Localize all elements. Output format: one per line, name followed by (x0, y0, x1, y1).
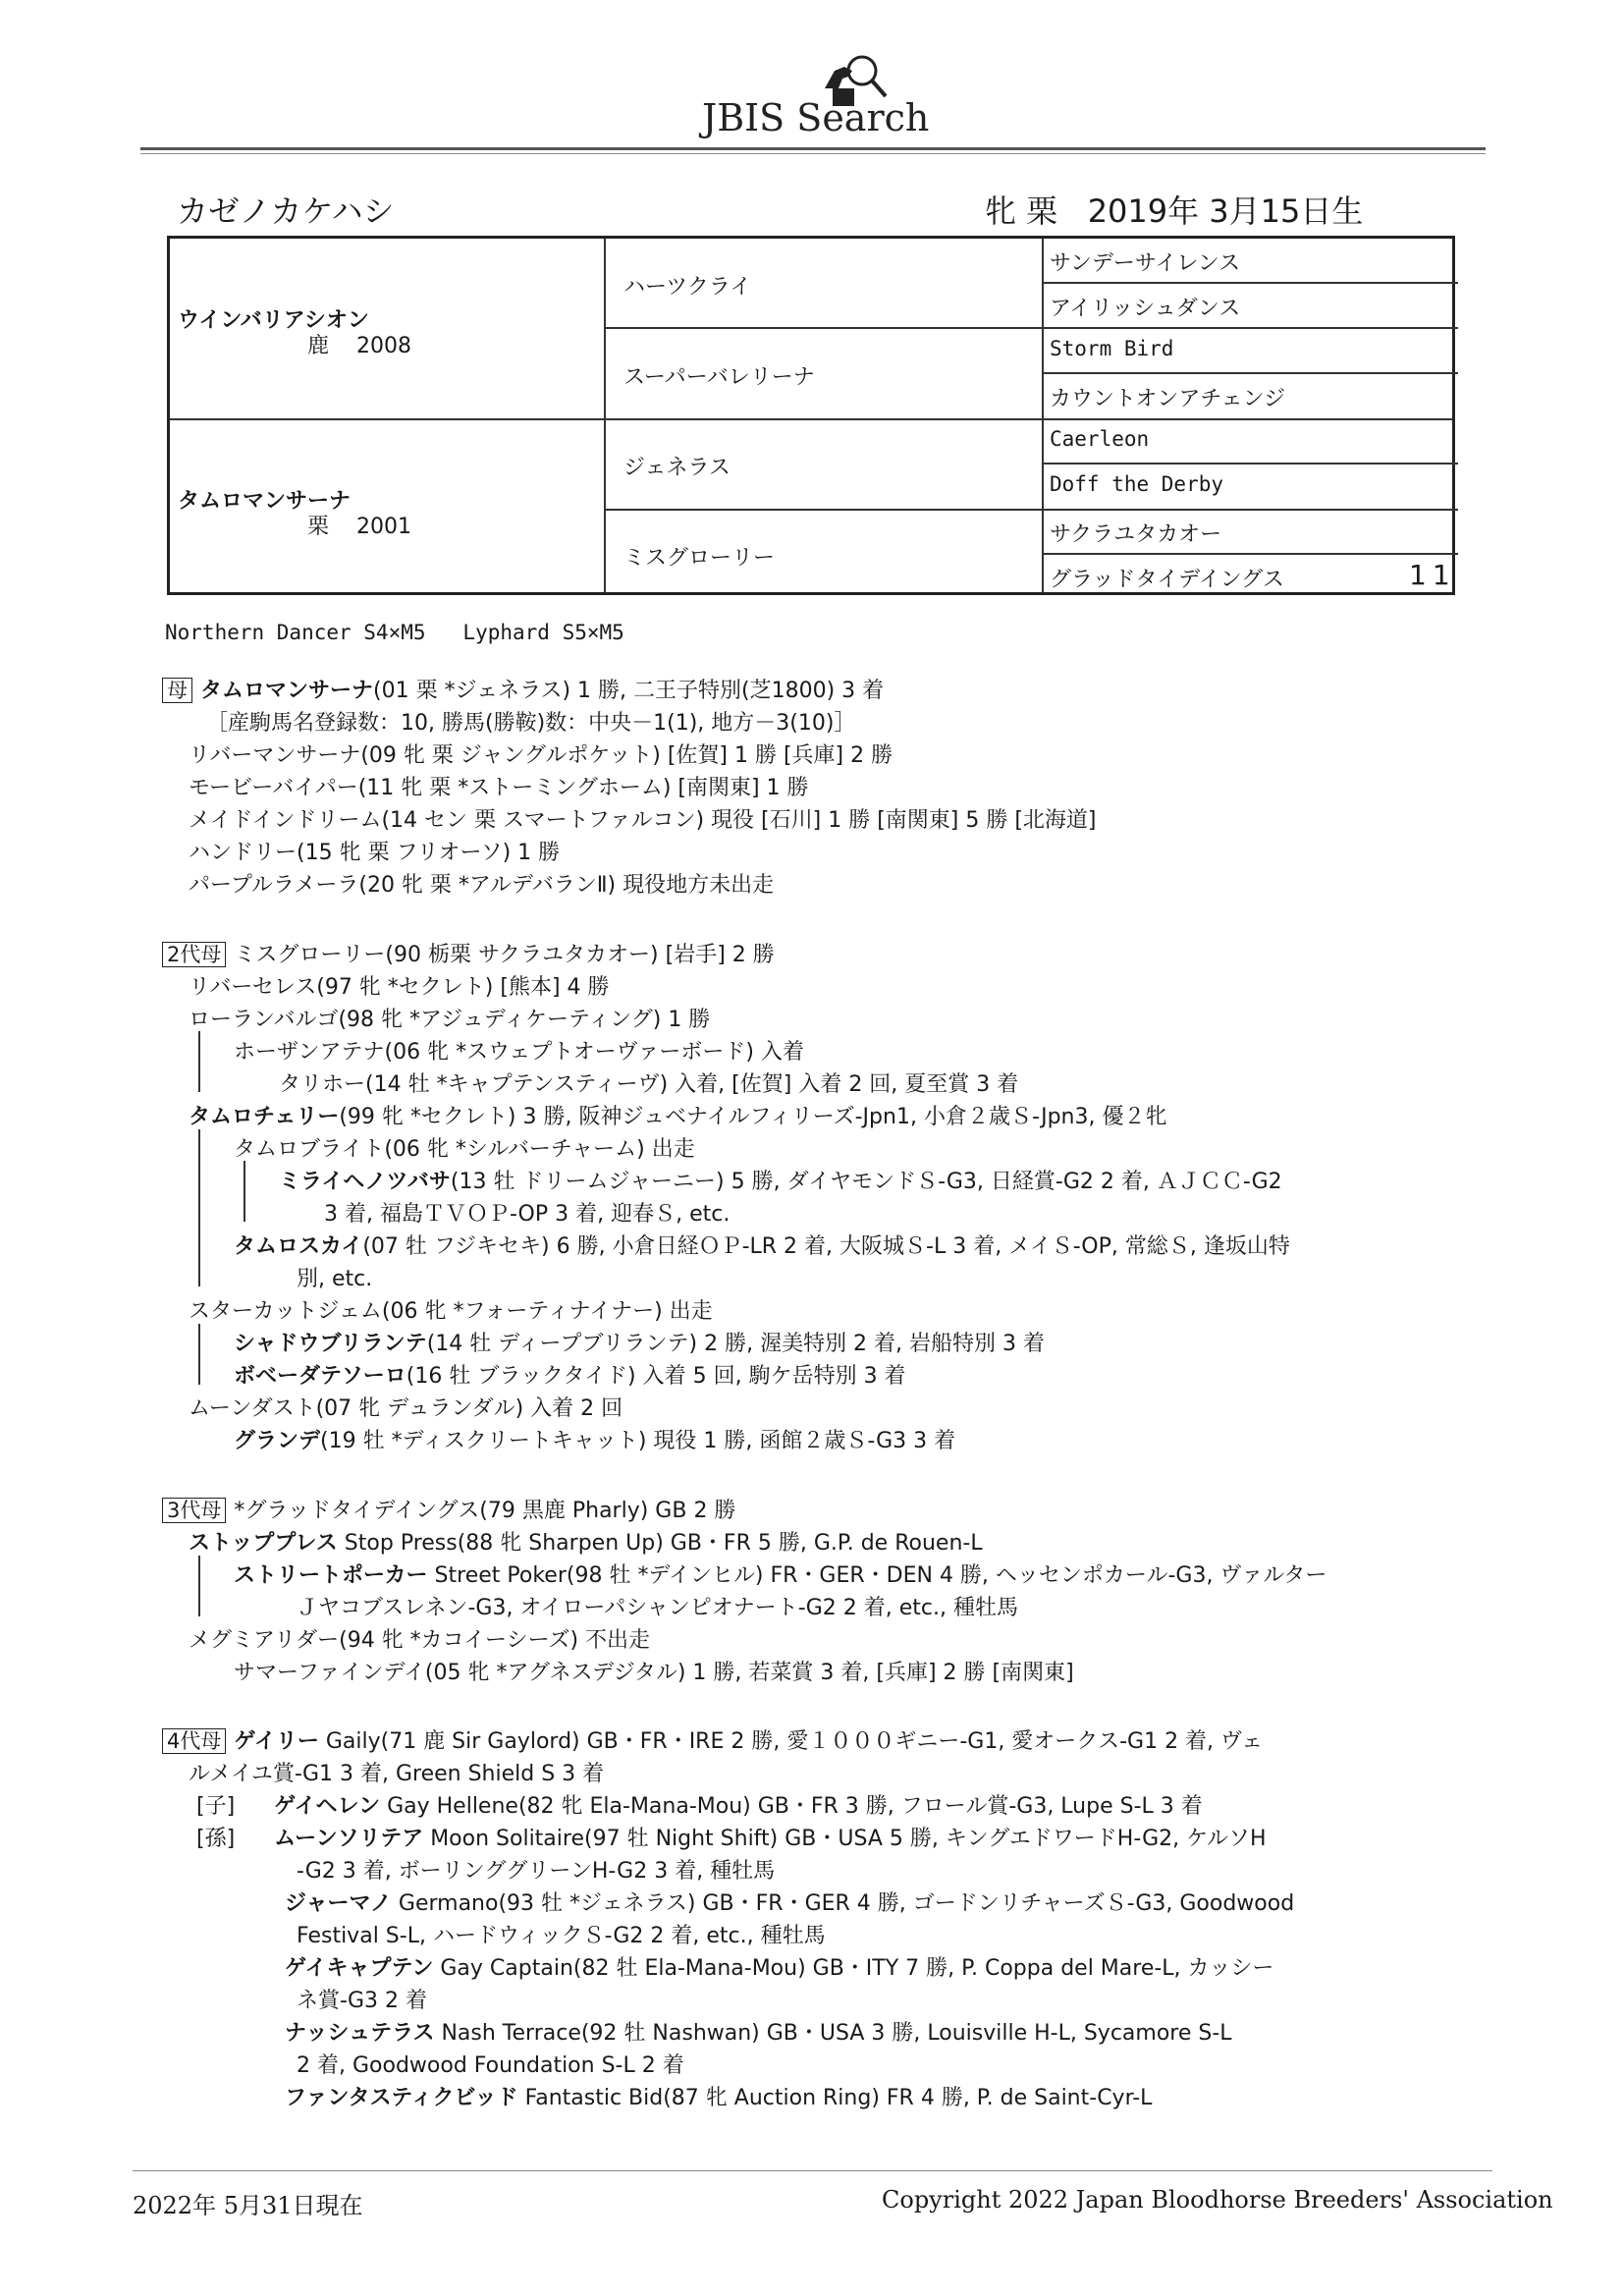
dam-name: タムロマンサーナ (178, 489, 352, 514)
sire-detail: 鹿 2008 (307, 334, 411, 358)
gen3-ancestor: サクラユタカオー (1050, 522, 1222, 547)
fourth-dam-section-line: [子] ゲイヘレン Gay Hellene(82 牝 Ela-Mana-Mou) GB・FR 3 勝, フロール賞-G3, Lupe S-L 3 着 (196, 1794, 1203, 1819)
dam-section-line: パープルラメーラ(20 牝 栗 *アルデバランⅡ) 現役地方未出走 (189, 873, 775, 898)
gen3-ancestor: サンデーサイレンス (1050, 251, 1241, 276)
second-dam-section-line: ローランバルゴ(98 牝 *アジュディケーティング) 1 勝 (189, 1008, 711, 1032)
third-dam-section-line: 3代母 *グラッドタイデイングス(79 黒鹿 Pharly) GB 2 勝 (162, 1494, 735, 1524)
sire-dam: スーパーバレリーナ (623, 365, 815, 390)
second-dam-section-line: リバーセレス(97 牝 *セクレト) [熊本] 4 勝 (189, 975, 610, 1000)
section-tag: 3代母 (162, 1498, 226, 1523)
second-dam-section-line: ボベーダテソーロ(16 牡 ブラックタイド) 入着 5 回, 駒ケ岳特別 3 着 (234, 1364, 906, 1389)
second-dam-section-line: ムーンダスト(07 牝 デュランダル) 入着 2 回 (189, 1396, 623, 1421)
third-dam-section-line: ストリートポーカー Street Poker(98 牡 *デインヒル) FR・GER・DEN 4 勝, ヘッセンポカール-G3, ヴァルター (234, 1563, 1327, 1588)
logo-text: JBIS Search (702, 96, 930, 139)
second-dam-section-line: タムロスカイ(07 牡 フジキセキ) 6 勝, 小倉日経ＯＰ-LR 2 着, 大阪城Ｓ-L 3 着, メイＳ-OP, 常総Ｓ, 逢坂山特 (234, 1234, 1290, 1259)
gen3-ancestor: Storm Bird (1050, 337, 1174, 360)
lineage-bar (198, 1031, 200, 1092)
second-dam-section-line: グランデ(19 牡 *ディスクリートキャット) 現役 1 勝, 函館２歳Ｓ-G3 3 着 (234, 1429, 956, 1453)
dam-section-line: ハンドリー(15 牝 栗 フリオーソ) 1 勝 (189, 841, 561, 865)
gen3-ancestor: Caerleon (1050, 427, 1150, 451)
horse-name: カゼノカケハシ (177, 192, 395, 230)
second-dam-section-line: 別, etc. (297, 1267, 373, 1291)
second-dam-section-line: タムロブライト(06 牝 *シルバーチャーム) 出走 (234, 1137, 695, 1162)
pedigree-divider (1042, 463, 1458, 465)
second-dam-section-line: スターカットジェム(06 牝 *フォーティナイナー) 出走 (189, 1299, 713, 1324)
child-label: [子] (196, 1794, 236, 1819)
fourth-dam-section-line: Festival S-L, ハードウィックＳ-G2 2 着, etc., 種牡馬 (297, 1924, 826, 1948)
as-of-date: 2022年 5月31日現在 (133, 2192, 363, 2219)
grandchild-label: [孫] (196, 1827, 236, 1851)
second-dam-section-line: ミライヘノツバサ(13 牡 ドリームジャーニー) 5 勝, ダイヤモンドＳ-G3, 日経賞-G2 2 着, ＡＪＣＣ-G2 (279, 1170, 1282, 1194)
pedigree-table (167, 236, 1455, 595)
dam-section-line: 母 タムロマンサーナ(01 栗 *ジェネラス) 1 勝, 二王子特別(芝1800) 3 着 (162, 674, 884, 704)
pedigree-divider (604, 239, 606, 592)
third-dam-section-line: ストッププレス Stop Press(88 牝 Sharpen Up) GB・FR 5 勝, G.P. de Rouen-L (189, 1531, 983, 1556)
dam-section-line: リバーマンサーナ(09 牝 栗 ジャングルポケット) [佐賀] 1 勝 [兵庫] 2 勝 (189, 743, 893, 768)
pedigree-divider (604, 509, 1458, 511)
fourth-dam-section-line: 2 着, Goodwood Foundation S-L 2 着 (297, 2053, 684, 2078)
dam-sire: ジェネラス (623, 456, 731, 480)
pedigree-divider (1042, 239, 1044, 592)
dam-detail: 栗 2001 (307, 515, 411, 539)
fourth-dam-section-line: ジャーマノ Germano(93 牡 *ジェネラス) GB・FR・GER 4 勝, ゴードンリチャーズＳ-G3, Goodwood (285, 1891, 1295, 1916)
gen3-ancestor: Doff the Derby (1050, 472, 1224, 496)
horse-sex-color-birthdate: 牝 栗 2019年 3月15日生 (985, 192, 1364, 230)
sire-sire: ハーツクライ (623, 275, 752, 300)
footer-rule (133, 2170, 1492, 2171)
lineage-bar (198, 1324, 200, 1385)
fourth-dam-section-line: 4代母 ゲイリー Gaily(71 鹿 Sir Gaylord) GB・FR・IRE 2 勝, 愛１０００ギニー-G1, 愛オークス-G1 2 着, ヴェ (162, 1724, 1263, 1755)
dam-dam: ミスグローリー (623, 546, 776, 571)
header-rule (140, 147, 1486, 150)
dam-section-line: メイドインドリーム(14 セン 栗 スマートファルコン) 現役 [石川] 1 勝 [南関東] 5 勝 [北海道] (189, 808, 1097, 833)
inbreeding-cross: Northern Dancer S4×M5 Lyphard S5×M5 (165, 621, 624, 644)
family-number: 11 (1409, 559, 1456, 591)
section-tag: 4代母 (162, 1728, 226, 1754)
second-dam-section-line: ホーザンアテナ(06 牝 *スウェプトオーヴァーボード) 入着 (234, 1040, 804, 1065)
fourth-dam-section-line: [孫] ムーンソリテア Moon Solitaire(97 牡 Night Shift) GB・USA 5 勝, キングエドワードH-G2, ケルソH (196, 1827, 1267, 1851)
pedigree-divider (1042, 282, 1458, 284)
second-dam-section-line: タリホー(14 牡 *キャプテンスティーヴ) 入着, [佐賀] 入着 2 回, 夏至賞 3 着 (279, 1072, 1019, 1097)
pedigree-divider (604, 327, 1458, 329)
third-dam-section-line: サマーファインデイ(05 牝 *アグネスデジタル) 1 勝, 若菜賞 3 着, [兵庫] 2 勝 [南関東] (234, 1661, 1074, 1685)
lineage-bar (198, 1129, 200, 1286)
fourth-dam-section-line: ネ賞-G3 2 着 (297, 1989, 427, 2013)
gen3-ancestor: グラッドタイデイングス (1050, 568, 1284, 592)
section-tag: 2代母 (162, 942, 226, 967)
fourth-dam-section-line: ナッシュテラス Nash Terrace(92 牡 Nashwan) GB・USA 3 勝, Louisville H-L, Sycamore S-L (285, 2021, 1232, 2046)
pedigree-divider (170, 418, 1452, 420)
second-dam-section-line: シャドウブリランテ(14 牡 ディープブリランテ) 2 勝, 渥美特別 2 着, 岩船特別 3 着 (234, 1332, 1046, 1356)
third-dam-section-line: メグミアリダー(94 牝 *カコイーシーズ) 不出走 (189, 1628, 651, 1653)
pedigree-divider (1042, 372, 1458, 374)
header-rule-thin (140, 153, 1486, 154)
lineage-bar (244, 1161, 245, 1222)
fourth-dam-section-line: ゲイキャプテン Gay Captain(82 牡 Ela-Mana-Mou) GB・ITY 7 勝, P. Coppa del Mare-L, カッシー (285, 1956, 1274, 1981)
section-tag: 母 (162, 678, 192, 703)
fourth-dam-section-line: ルメイユ賞-G1 3 着, Green Shield S 3 着 (189, 1762, 605, 1786)
copyright: Copyright 2022 Japan Bloodhorse Breeders' Association (882, 2186, 1553, 2214)
gen3-ancestor: カウントオンアチェンジ (1050, 387, 1286, 411)
second-dam-section-line: 2代母 ミスグローリー(90 栃栗 サクラユタカオー) [岩手] 2 勝 (162, 938, 775, 968)
gen3-ancestor: アイリッシュダンス (1050, 297, 1241, 321)
second-dam-section-line: タムロチェリー(99 牝 *セクレト) 3 勝, 阪神ジュベナイルフィリーズ-Jpn1, 小倉２歳Ｓ-Jpn3, 優２牝 (189, 1105, 1167, 1129)
lineage-bar (198, 1556, 200, 1616)
dam-section-line: モービーバイパー(11 牝 栗 *ストーミングホーム) [南関東] 1 勝 (189, 776, 809, 800)
jbis-search-logo (702, 49, 957, 142)
third-dam-section-line: Ｊヤコブスレネン-G3, オイローパシャンピオナート-G2 2 着, etc., 種牡馬 (297, 1596, 1018, 1620)
fourth-dam-section-line: ファンタスティクビッド Fantastic Bid(87 牝 Auction Ring) FR 4 勝, P. de Saint-Cyr-L (285, 2086, 1153, 2110)
fourth-dam-section-line: -G2 3 着, ボーリンググリーンH-G2 3 着, 種牡馬 (297, 1859, 776, 1884)
pedigree-divider (1042, 553, 1458, 555)
dam-section-line: ［産駒馬名登録数：10, 勝馬(勝鞍)数：中央－1(1), 地方－3(10)］ (206, 711, 856, 736)
second-dam-section-line: 3 着, 福島ＴＶＯＰ-OP 3 着, 迎春Ｓ, etc. (324, 1202, 731, 1227)
sire-name: ウインバリアシオン (178, 308, 369, 333)
